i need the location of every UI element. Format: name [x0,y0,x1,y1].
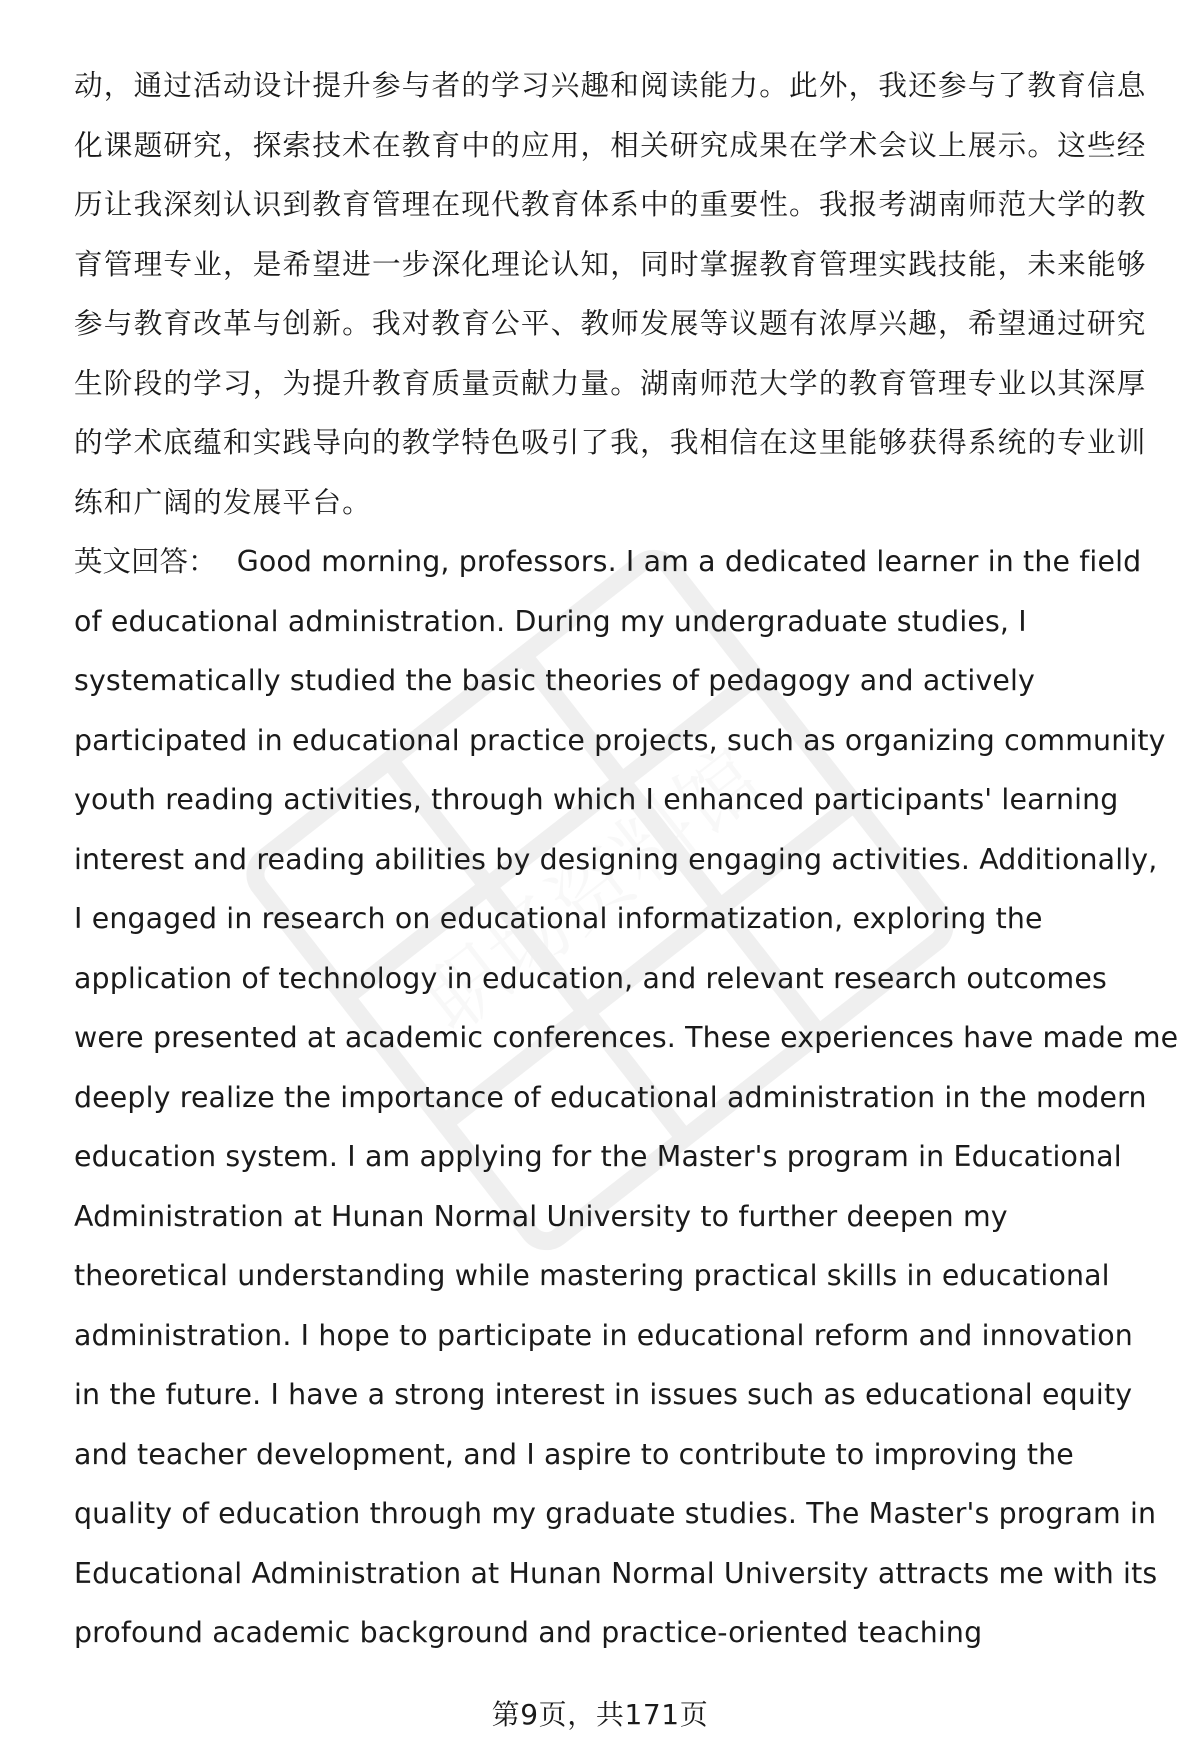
paragraph-line: 练和广阔的发展平台。 [74,484,372,519]
paragraph-line: I engaged in research on educational informatization, exploring the [74,902,1043,935]
paragraph-line: profound academic background and practice-oriented teaching [74,1616,983,1649]
paragraph-line: theoretical understanding while mastering practical skills in educational [74,1259,1110,1292]
paragraph-line: of educational administration. During my undergraduate studies, I [74,604,1027,638]
paragraph-line: education system. I am applying for the Master's program in Educational [74,1140,1122,1173]
english-answer [74,532,1179,1663]
paragraph-line: interest and reading abilities by designing engaging activities. Additionally, [74,842,1158,876]
english-answer-label: 英文回答： [74,545,217,578]
paragraph-line: 育管理专业，是希望进一步深化理论认知，同时掌握教育管理实践技能，未来能够 [74,246,1147,281]
paragraph-line: 的学术底蕴和实践导向的教学特色吸引了我，我相信在这里能够获得系统的专业训 [74,425,1147,459]
paragraph-line: 化课题研究，探索技术在教育中的应用，相关研究成果在学术会议上展示。这些经 [74,127,1147,162]
paragraph-line: administration. I hope to participate in educational reform and innovation [74,1318,1133,1352]
paragraph-line: Administration at Hunan Normal University to further deepen my [74,1199,1008,1233]
english-answer-first-line [74,532,1154,592]
page-content [74,56,1179,1663]
paragraph-line: and teacher development, and I aspire to contribute to improving the [74,1437,1074,1471]
paragraph-line: were presented at academic conferences. These experiences have made me [74,1021,1179,1054]
paragraph-line: youth reading activities, through which I enhanced participants' learning [74,783,1119,816]
paragraph-line: systematically studied the basic theories of pedagogy and actively [74,664,1036,697]
paragraph-line: Educational Administration at Hunan Normal University attracts me with its [74,1556,1158,1590]
page-number: 第9页，共171页 [491,1698,709,1731]
paragraph-line: 参与教育改革与创新。我对教育公平、教师发展等议题有浓厚兴趣，希望通过研究 [74,306,1147,340]
paragraph-line: Good morning, professors. I am a dedicated learner in the field [236,545,1142,578]
paragraph-line: deeply realize the importance of educational administration in the modern [74,1080,1147,1114]
paragraph-line: in the future. I have a strong interest in issues such as educational equity [74,1378,1133,1411]
paragraph-line: quality of education through my graduate studies. The Master's program in [74,1497,1157,1530]
paragraph-line: 动，通过活动设计提升参与者的学习兴趣和阅读能力。此外，我还参与了教育信息 [74,68,1147,102]
paragraph-line: application of technology in education, and relevant research outcomes [74,961,1107,995]
chinese-paragraph [74,56,1154,532]
paragraph-line: 生阶段的学习，为提升教育质量贡献力量。湖南师范大学的教育管理专业以其深厚 [74,365,1147,400]
paragraph-line: 历让我深刻认识到教育管理在现代教育体系中的重要性。我报考湖南师范大学的教 [74,187,1147,221]
paragraph-line: participated in educational practice projects, such as organizing community [74,723,1166,757]
